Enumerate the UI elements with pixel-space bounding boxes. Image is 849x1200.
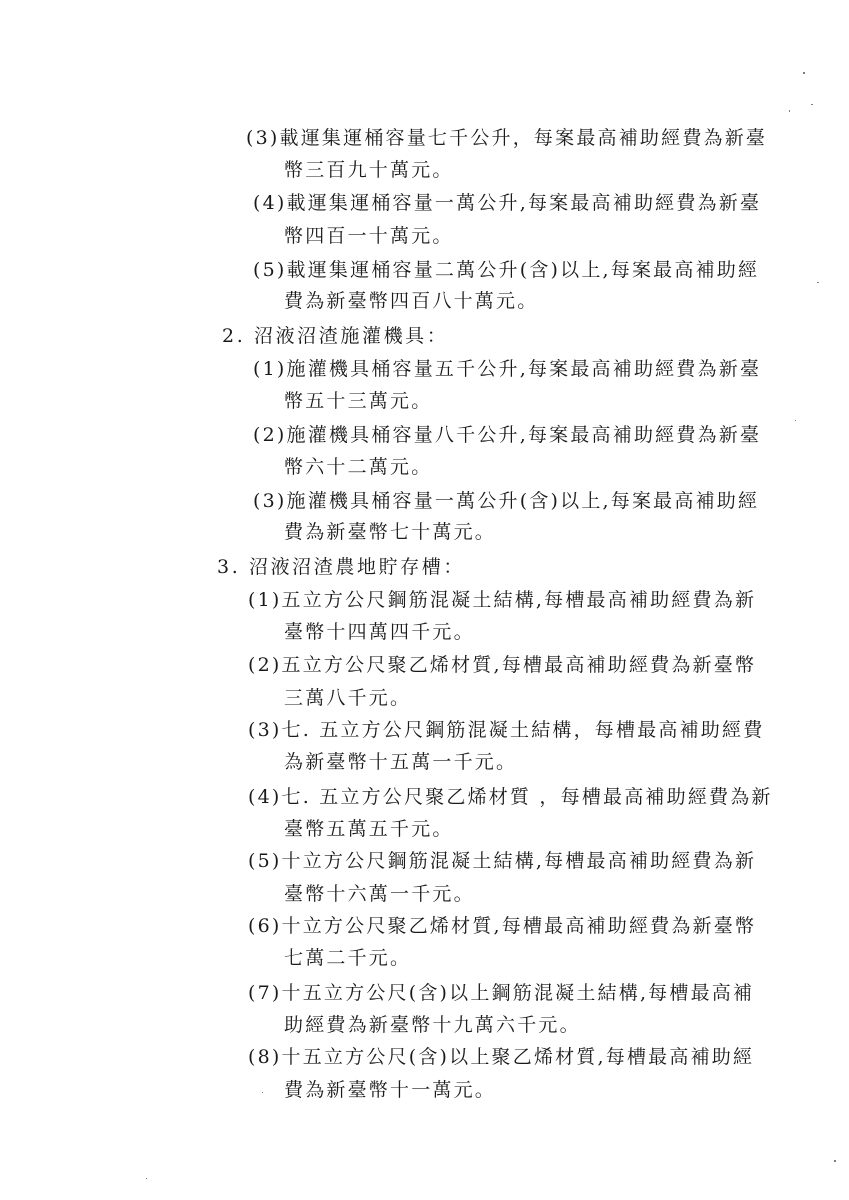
item-label: (1) [253, 358, 287, 380]
item-3-2-line-2: 三萬八千元。 [284, 687, 412, 709]
scan-speck [262, 1092, 263, 1093]
item-3-1-line-2: 臺幣十四萬四千元。 [284, 621, 475, 643]
item-label: (8) [248, 1046, 282, 1068]
scan-speck [817, 282, 819, 283]
item-1-3-line-2: 幣三百九十萬元。 [284, 159, 454, 181]
item-1-4-line-1 [253, 191, 761, 215]
item-text: 十五立方公尺(含)以上聚乙烯材質,每槽最高補助經 [281, 1046, 755, 1068]
item-text: 十五立方公尺(含)以上鋼筋混凝土結構,每槽最高補 [281, 982, 755, 1004]
item-2-1-line-1 [253, 357, 761, 381]
item-2-2-line-2: 幣六十二萬元。 [284, 456, 433, 478]
item-3-7-line-1 [248, 981, 754, 1005]
item-3-4-line-2: 臺幣五萬五千元。 [284, 818, 454, 840]
item-3-1-line-1 [248, 588, 756, 612]
item-text: 十立方公尺聚乙烯材質,每槽最高補助經費為新臺幣 [281, 915, 757, 937]
item-text: 載運集運桶容量一萬公升,每案最高補助經費為新臺 [286, 192, 762, 214]
item-text: 五立方公尺聚乙烯材質,每槽最高補助經費為新臺幣 [281, 654, 757, 676]
item-label: (5) [253, 259, 287, 281]
item-3-8-line-2: 費為新臺幣十一萬元。 [284, 1079, 497, 1101]
item-3-4-line-1 [248, 785, 773, 809]
item-2-2-line-1 [253, 423, 761, 447]
item-label: (3) [248, 719, 282, 741]
item-3-8-line-1 [248, 1045, 754, 1069]
item-3-3-line-1 [248, 718, 764, 742]
item-1-5-line-1 [253, 258, 759, 282]
item-1-3-line-1 [246, 126, 767, 150]
item-1-4-line-2: 幣四百一十萬元。 [284, 225, 454, 247]
scan-speck [146, 1178, 147, 1179]
item-text: 七. 五立方公尺鋼筋混凝土結構，每槽最高補助經費 [281, 719, 765, 741]
item-3-7-line-2: 助經費為新臺幣十九萬六千元。 [284, 1014, 581, 1036]
item-label: (7) [248, 982, 282, 1004]
item-label: (5) [248, 850, 282, 872]
item-text: 施灌機具桶容量一萬公升(含)以上,每案最高補助經 [286, 490, 760, 512]
scan-speck [789, 110, 790, 112]
scan-speck [811, 104, 813, 105]
item-label: (4) [253, 192, 287, 214]
item-2-3-line-2: 費為新臺幣七十萬元。 [284, 521, 497, 543]
item-label: (6) [248, 915, 282, 937]
item-3-3-line-2: 為新臺幣十五萬一千元。 [284, 751, 518, 773]
scan-speck [834, 1160, 836, 1162]
section-2-heading: 2. 沼液沼渣施灌機具： [222, 325, 449, 347]
item-text: 十立方公尺鋼筋混凝土結構,每槽最高補助經費為新 [281, 850, 757, 872]
item-3-2-line-1 [248, 653, 756, 677]
item-2-1-line-2: 幣五十三萬元。 [284, 390, 433, 412]
item-3-5-line-2: 臺幣十六萬一千元。 [284, 883, 475, 905]
item-text: 五立方公尺鋼筋混凝土結構,每槽最高補助經費為新 [281, 589, 757, 611]
item-label: (2) [253, 424, 287, 446]
item-text: 載運集運桶容量二萬公升(含)以上,每案最高補助經 [286, 259, 760, 281]
item-label: (3) [246, 127, 280, 149]
item-label: (3) [253, 490, 287, 512]
item-text: 七. 五立方公尺聚乙烯材質 ，每槽最高補助經費為新 [281, 786, 773, 808]
item-2-3-line-1 [253, 489, 759, 513]
item-label: (4) [248, 786, 282, 808]
item-label: (2) [248, 654, 282, 676]
item-3-6-line-1 [248, 914, 756, 938]
item-3-5-line-1 [248, 849, 756, 873]
item-label: (1) [248, 589, 282, 611]
item-1-5-line-2: 費為新臺幣四百八十萬元。 [284, 290, 539, 312]
scan-speck [803, 72, 805, 74]
item-text: 施灌機具桶容量五千公升,每案最高補助經費為新臺 [286, 358, 762, 380]
scan-speck [795, 420, 796, 421]
section-3-heading: 3. 沼液沼渣農地貯存槽： [217, 556, 465, 578]
item-3-6-line-2: 七萬二千元。 [284, 947, 412, 969]
item-text: 施灌機具桶容量八千公升,每案最高補助經費為新臺 [286, 424, 762, 446]
item-text: 載運集運桶容量七千公升，每案最高補助經費為新臺 [279, 127, 768, 149]
